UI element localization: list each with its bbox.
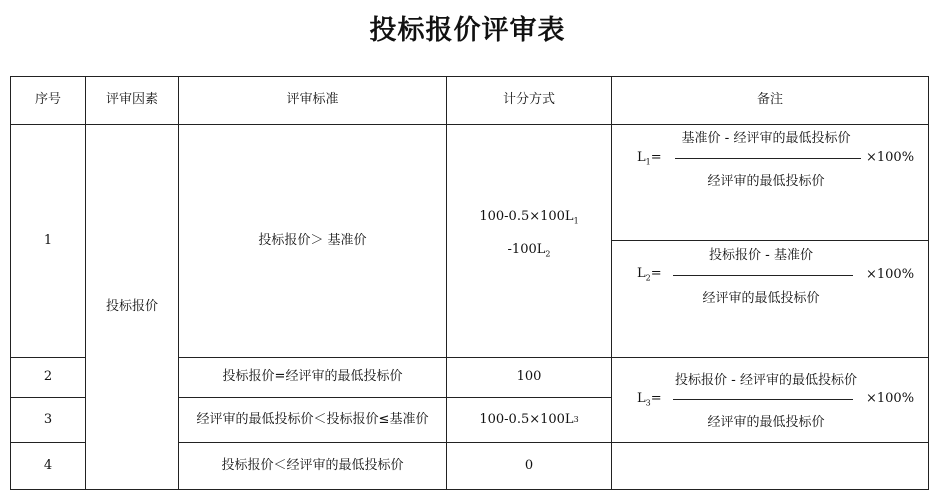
formula-l2-multiplier: ×100% — [866, 267, 915, 282]
formula-l2 — [611, 240, 929, 358]
row3-standard: 经评审的最低投标价＜投标报价≤基准价 — [178, 397, 447, 443]
evaluation-table — [10, 76, 929, 490]
formula-l3-fraction-bar — [673, 399, 853, 400]
formula-l2-denominator: 经评审的最低投标价 — [702, 291, 820, 306]
row2-standard: 投标报价=经评审的最低投标价 — [178, 357, 447, 398]
row4-seq: 4 — [10, 442, 86, 490]
row2-seq: 2 — [10, 357, 86, 398]
formula-l1-fraction-bar — [675, 158, 861, 159]
formula-l3-multiplier: ×100% — [866, 391, 915, 406]
factor-cell: 投标报价 — [85, 124, 179, 490]
row4-standard: 投标报价＜经评审的最低投标价 — [178, 442, 447, 490]
formula-l3 — [611, 357, 929, 443]
header-standard: 评审标准 — [178, 76, 447, 125]
header-method: 计分方式 — [446, 76, 612, 125]
header-seq: 序号 — [10, 76, 86, 125]
formula-l3-label: $L_3=$ — [637, 391, 662, 408]
row3-seq: 3 — [10, 397, 86, 443]
formula-l1-multiplier: ×100% — [866, 150, 915, 165]
row1-method — [446, 124, 612, 358]
remark-row4-cell — [611, 442, 929, 490]
formula-l2-numerator: 投标报价 - 基准价 — [709, 248, 813, 263]
row1-method-line1: $100-0.5\times 100L_1$ — [479, 209, 579, 226]
page-title: 投标报价评审表 — [369, 15, 566, 46]
formula-l1-label: $L_1=$ — [637, 150, 662, 167]
formula-l1-denominator: 经评审的最低投标价 — [707, 174, 825, 189]
formula-l3-denominator: 经评审的最低投标价 — [707, 415, 825, 430]
row4-method: 0 — [446, 442, 612, 490]
row2-method: 100 — [446, 357, 612, 398]
formula-l1 — [611, 124, 929, 241]
formula-l1-numerator: 基准价 - 经评审的最低投标价 — [681, 131, 851, 146]
row1-standard: 投标报价＞ 基准价 — [178, 124, 447, 358]
header-factor: 评审因素 — [85, 76, 179, 125]
formula-l3-numerator: 投标报价 - 经评审的最低投标价 — [675, 373, 857, 388]
header-remark: 备注 — [611, 76, 929, 125]
formula-l2-label: $L_2=$ — [637, 266, 662, 283]
row1-seq: 1 — [10, 124, 86, 358]
row1-method-line2: $-100L_2$ — [507, 242, 551, 259]
formula-l2-fraction-bar — [673, 275, 853, 276]
row3-method: 100-0.5×100L 3 — [446, 397, 612, 443]
